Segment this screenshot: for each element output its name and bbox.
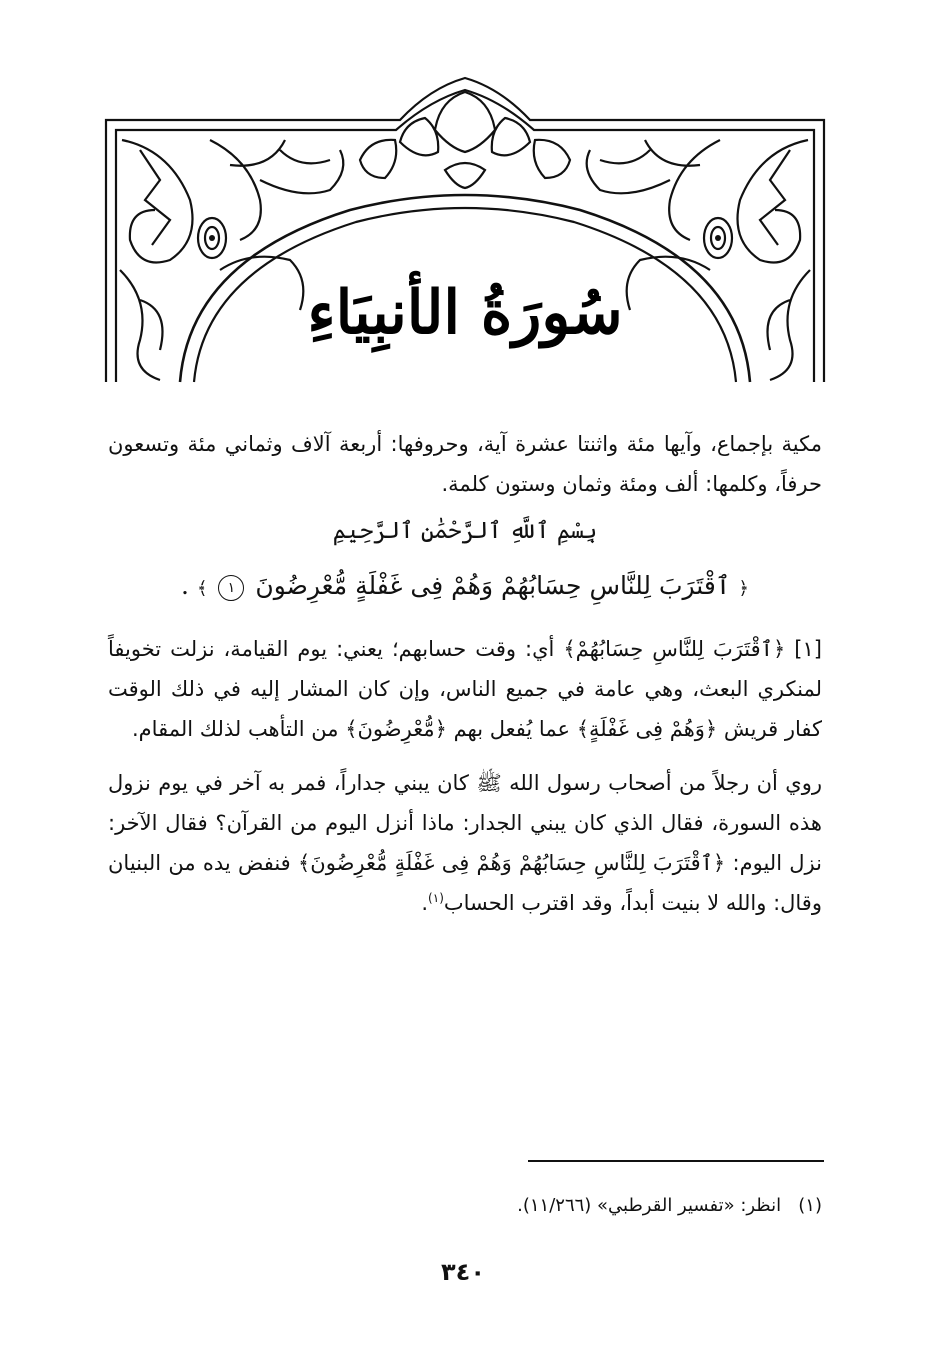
intro-paragraph: مكية بإجماع، وآيها مئة واثنتا عشرة آية، وحروفها: أربعة آلاف وثماني مئة وتسعون حرفاً، وكلمها: ألف ومئة وثمان وستون كلمة.: [108, 432, 822, 496]
verse-end-dot: .: [181, 571, 189, 600]
surah-title: سُورَةُ الأنبِيَاءِ: [307, 278, 623, 348]
commentary-paragraph-2: [108, 763, 822, 923]
verse-open-bracket: ﴿: [738, 578, 749, 599]
quote: ﴿مُّعْرِضُونَ﴾: [345, 717, 447, 741]
commentary-text: عما يُفعل بهم: [453, 717, 571, 741]
verse-text: ٱقْتَرَبَ لِلنَّاسِ حِسَابُهُمْ وَهُمْ فِى غَفْلَةٍ مُّعْرِضُونَ: [255, 571, 731, 600]
footnote-text: انظر: «تفسير القرطبي» (١١/٢٦٦).: [517, 1195, 782, 1216]
footnote-marker: (١): [798, 1195, 822, 1216]
footnote: [108, 1190, 822, 1222]
quote: ﴿ٱقْتَرَبَ لِلنَّاسِ حِسَابُهُمْ وَهُمْ فِى غَفْلَةٍ مُّعْرِضُونَ﴾: [298, 851, 726, 875]
opening-verse: [108, 560, 822, 615]
quote: ﴿ٱقْتَرَبَ لِلنَّاسِ حِسَابُهُمْ﴾: [563, 637, 786, 661]
verse-ref: [١]: [794, 637, 822, 661]
commentary-paragraph-1: [108, 629, 822, 749]
commentary-text: من التأهب لذلك المقام.: [132, 717, 339, 741]
footnote-divider: [528, 1160, 824, 1162]
verse-number-badge: ١: [218, 575, 244, 601]
footnote-reference[interactable]: (١): [428, 891, 444, 905]
basmala: بِسْمِ ٱللَّهِ ٱلرَّحْمَٰنِ ٱلرَّحِيمِ: [332, 518, 598, 544]
page-number: ٣٤٠: [441, 1258, 485, 1286]
commentary-text: فنفض يده من البنيان وقال: والله لا بنيت أبداً، وقد اقترب الحساب: [108, 851, 822, 915]
commentary-text: روي أن رجلاً من أصحاب رسول الله ﷺ كان يبني جداراً، فمر به آخر في يوم نزول هذه السورة، فقال الذي كان يبني الجدار: ماذا أنزل اليوم من القرآن؟ فقال الآخر: نزل اليوم:: [108, 771, 822, 875]
verse-close-bracket: ﴾: [196, 578, 208, 599]
main-text: [108, 424, 822, 923]
quote: ﴿وَهُمْ فِى غَفْلَةٍ﴾: [576, 717, 718, 741]
commentary-end: .: [421, 891, 429, 915]
commentary-text: أي: وقت حسابهم؛ يعني: يوم القيامة، نزلت تخويفاً لمنكري البعث، وهي عامة في جميع الناس، وإن كان المشار إليه في ذلك الوقت كفار قريش: [108, 637, 822, 741]
